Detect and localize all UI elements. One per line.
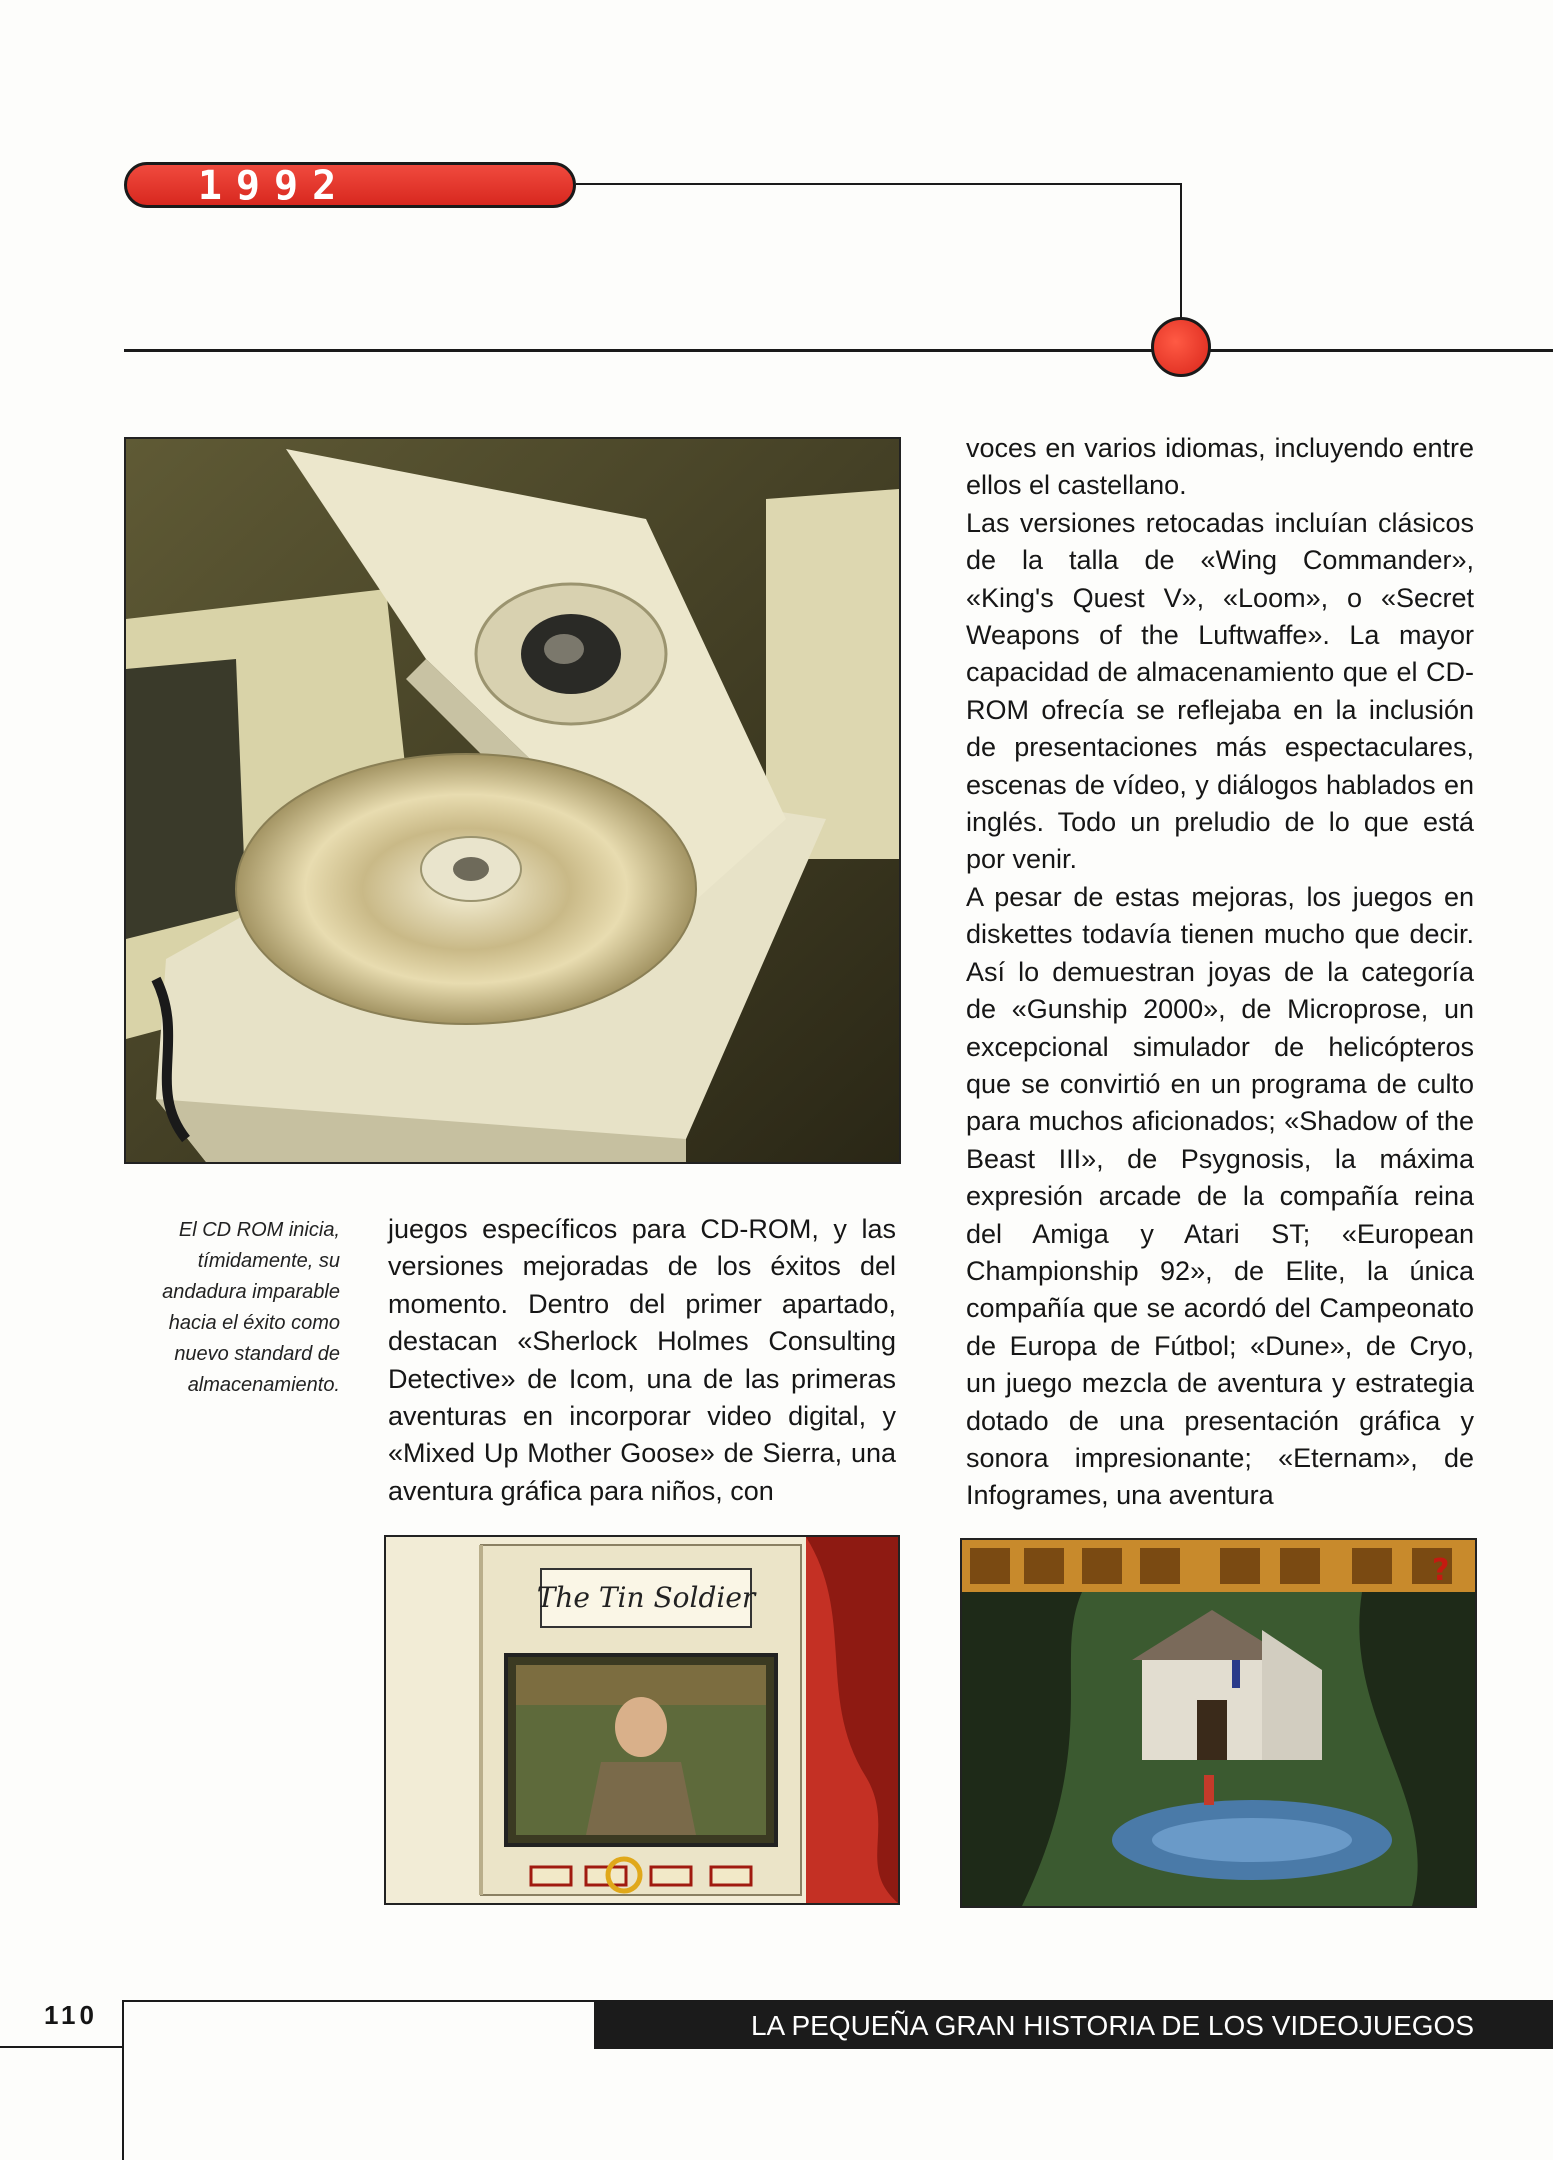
svg-text:?: ? <box>1432 1553 1450 1588</box>
footer-rule-left <box>0 2046 124 2048</box>
photo-caption: El CD ROM inicia, tímidamente, su andadura imparable hacia el éxito como nuevo standard de almacenamiento. <box>162 1219 340 1396</box>
footer-rule-vertical <box>122 2000 124 2160</box>
article-paragraph: A pesar de estas mejoras, los juegos en diskettes todavía tienen mucho que decir. Así lo demuestran joyas de la categoría de «Gunship 2000», de Microprose, un excepcional simulador de helicópteros que se convirtió en un programa de culto para muchos aficionados; «Shadow of the Beast III», de Psygnosis, la máxima expresión arcade de la compañía reina del Amiga y Atari ST; «European Championship 92», de Elite, la única compañía que se acordó del Campeonato de Europa de Fútbol; «Dune», de Cryo, un juego mezcla de aventura y estrategia dotado de una presentación gráfica y sonora impresionante; «Eternam», de Infogrames, una aventura <box>966 881 1474 1511</box>
cd-rom-drive-photo <box>124 437 901 1164</box>
article-column-right <box>966 430 1474 1515</box>
header-rule-bottom <box>124 349 1553 352</box>
tin-soldier-game-screenshot <box>384 1535 900 1905</box>
article-paragraph: voces en varios idiomas, incluyendo entre ellos el castellano. <box>966 433 1474 501</box>
tin-soldier-title: The Tin Soldier <box>536 1581 756 1614</box>
article-column-middle <box>388 1211 896 1510</box>
article-paragraph: juegos específicos para CD-ROM, y las versiones mejoradas de los éxitos del momento. Dentro del primer apartado, destacan «Sherlock Holmes Consulting Detective» de Icom, una de las primeras aventuras en incorporar video digital, y «Mixed Up Mother Goose» de Sierra, una aventura gráfica para niños, con <box>388 1214 896 1506</box>
article-paragraph: Las versiones retocadas incluían clásicos de la talla de «Wing Commander», «King's Quest V», «Loom», o «Secret Weapons of the Luftwaffe». La mayor capacidad de almacenamiento que el CD-ROM ofrecía se reflejaba en la inclusión de presentaciones más espectaculares, escenas de vídeo, y diálogos hablados en inglés. Todo un preludio de lo que está por venir. <box>966 507 1474 875</box>
page-number: 110 <box>44 2000 98 2030</box>
header-rule-top <box>576 183 1182 185</box>
kings-quest-game-screenshot <box>960 1538 1477 1908</box>
timeline-marker-dot <box>1151 317 1211 377</box>
book-title: LA PEQUEÑA GRAN HISTORIA DE LOS VIDEOJUEGOS <box>750 2010 1474 2041</box>
year-label: 1992 <box>197 163 351 209</box>
